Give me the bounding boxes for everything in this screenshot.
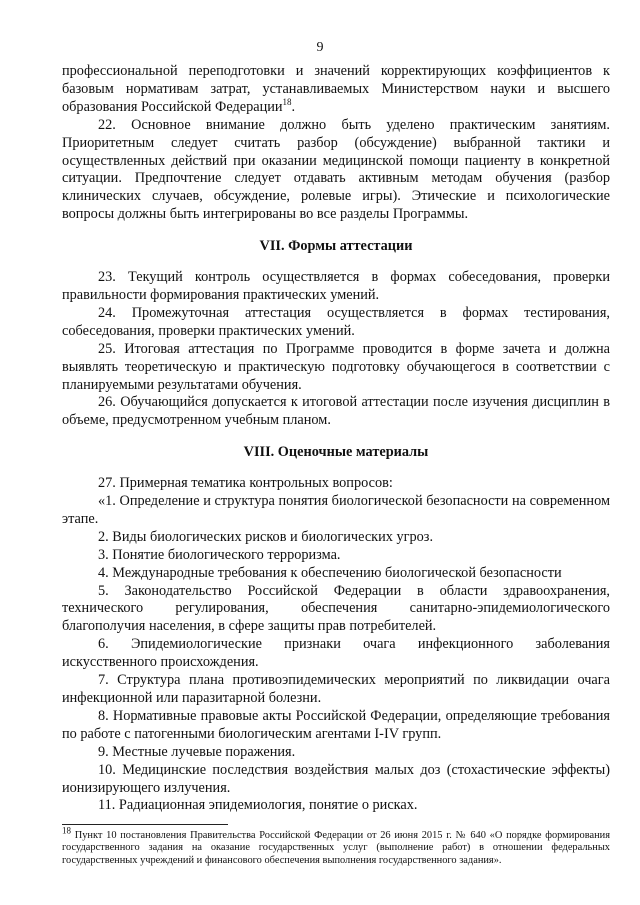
paragraph-25: 25. Итоговая аттестация по Программе проводится в форме зачета и должна выявлять теоретическую и практическую подготовку обучающегося в соответствии с планируемыми результатами обучения. [62, 340, 610, 393]
paragraph-end: . [291, 98, 296, 115]
question-item: 4. Международные требования к обеспечению биологической безопасности [98, 564, 562, 581]
paragraph-22: 22. Основное внимание должно быть уделено практическим занятиям. Приоритетным следует считать разбор (обсуждение) выбранной тактики и осуществленных действий при оказании медицинской помощи пациенту в конкретной ситуации. Предпочтение следует отдавать активным методам обучения (разбор клинических случаев, обсуждение, ролевые игры). Этические и психологические вопросы должны быть интегрированы во все разделы Программы. [62, 116, 610, 223]
question-item: 7. Структура плана противоэпидемических мероприятий по ликвидации очага инфекционной или паразитарной болезни. [62, 672, 610, 706]
section-heading-8: VIII. Оценочные материалы [243, 444, 429, 461]
question-item: 3. Понятие биологического терроризма. [98, 546, 341, 563]
question-item: 5. Законодательство Российской Федерации в области здравоохранения, технического регулирования, обеспечения санитарно-эпидемиологического благополучия населения, в сфере защиты прав потребителей. [62, 582, 610, 635]
paragraph-27: 27. Примерная тематика контрольных вопросов: [98, 475, 393, 492]
footnote [62, 825, 610, 867]
paragraph-23: 23. Текущий контроль осуществляется в формах собеседования, проверки правильности формирования практических умений. [62, 269, 610, 303]
question-item: 11. Радиационная эпидемиология, понятие о рисках. [98, 797, 418, 814]
question-item: 8. Нормативные правовые акты Российской Федерации, определяющие требования по работе с патогенными биологическим агентами I-IV групп. [62, 707, 610, 742]
question-item: «1. Определение и структура понятия биологической безопасности на современном этапе. [62, 493, 610, 527]
footnote-divider [62, 824, 228, 825]
paragraph-continuation [62, 63, 610, 117]
question-item: 10. Медицинские последствия воздействия малых доз (стохастические эффекты) ионизирующего излучения. [62, 761, 610, 796]
question-item: 2. Виды биологических рисков и биологических угроз. [98, 528, 434, 545]
paragraph-26: 26. Обучающийся допускается к итоговой аттестации после изучения дисциплин в объеме, предусмотренном учебным планом. [62, 394, 610, 429]
paragraph-24: 24. Промежуточная аттестация осуществляется в формах тестирования, собеседования, проверки практических умений. [62, 304, 610, 339]
question-item: 9. Местные лучевые поражения. [98, 743, 296, 760]
document-body [62, 63, 610, 815]
footnote-marker: 18 [62, 825, 71, 836]
footnote-text: Пункт 10 постановления Правительства Российской Федерации от 26 июня 2015 г. № 640 «О порядке формирования государственного задания на оказание государственных услуг (выполнение работ) в отношении федеральных государственных учреждений и финансового обеспечения выполнения государственного задания». [62, 830, 610, 866]
paragraph-text: профессиональной переподготовки и значений корректирующих коэффициентов к базовым нормативам затрат, устанавливаемых Министерством науки и высшего образования Российской Федерации [62, 63, 610, 115]
footnote-reference[interactable]: 18 [282, 97, 292, 108]
page-number: 9 [316, 40, 324, 55]
question-item: 6. Эпидемиологические признаки очага инфекционного заболевания искусственного происхождения. [62, 636, 610, 671]
section-heading-7: VII. Формы аттестации [259, 238, 413, 255]
